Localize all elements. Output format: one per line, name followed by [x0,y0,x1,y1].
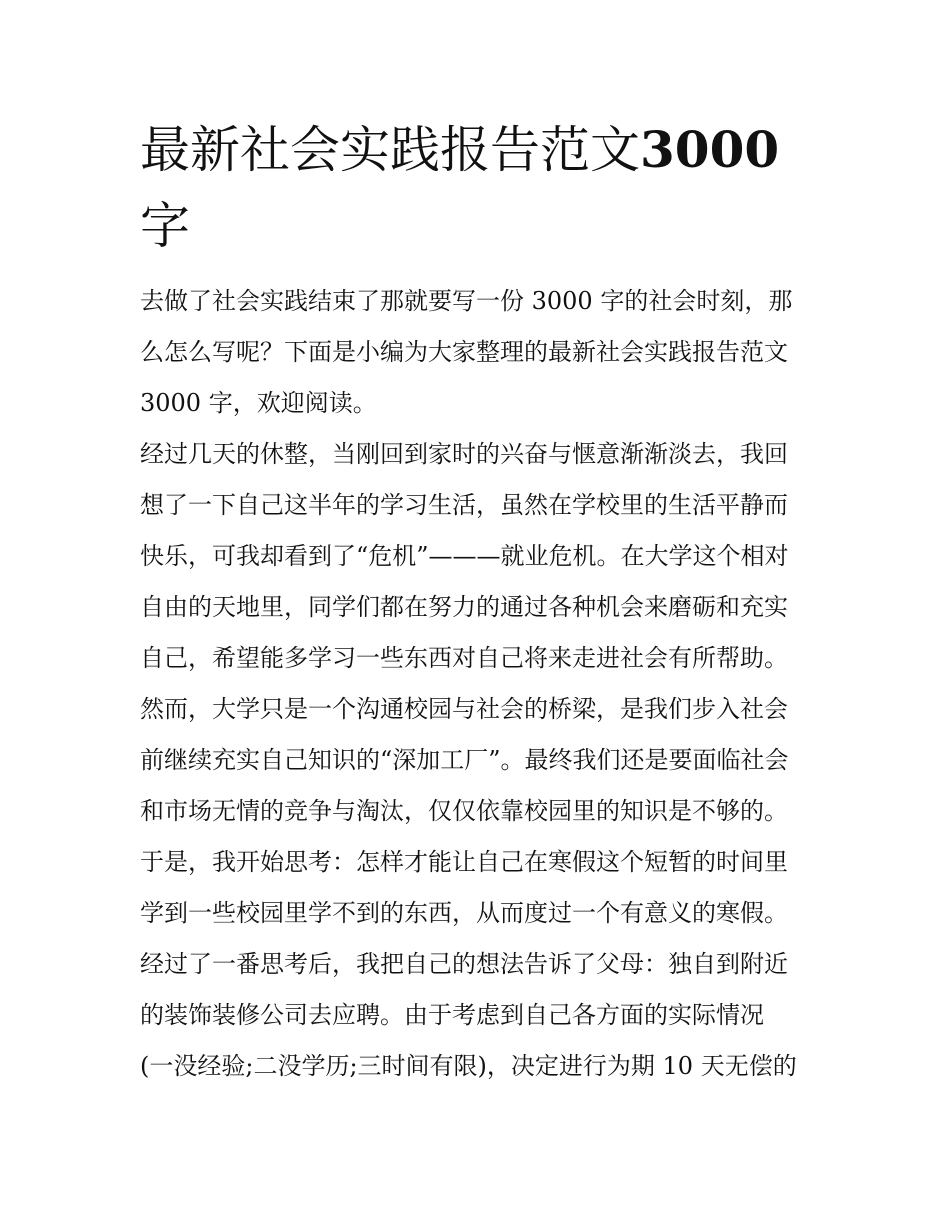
text-line: 么怎么写呢？下面是小编为大家整理的最新社会实践报告范文 [140,338,788,366]
title-text: 最新社会实践报告范文 [140,121,640,179]
text-line: 去做了社会实践结束了那就要写一份 3000 字的社会时刻，那 [140,287,793,315]
text-line: 和市场无情的竞争与淘汰，仅仅依靠校园里的知识是不够的。 [140,797,788,825]
text-line: 3000 字，欢迎阅读。 [140,389,377,417]
text-line: 然而，大学只是一个沟通校园与社会的桥梁，是我们步入社会 [140,695,788,723]
text-line: 经过了一番思考后，我把自己的想法告诉了父母：独自到附近 [140,950,788,978]
document-title [140,112,820,264]
text-line: 自由的天地里，同学们都在努力的通过各种机会来磨砺和充实 [140,593,788,621]
text-line: 快乐，可我却看到了“危机”———就业危机。在大学这个相对 [140,542,789,570]
text-line: 学到一些校园里学不到的东西，从而度过一个有意义的寒假。 [140,899,788,927]
text-line: (一没经验;二没学历;三时间有限)，决定进行为期 10 天无偿的 [140,1052,797,1080]
text-line: 经过几天的休整，当刚回到家时的兴奋与惬意渐渐淡去，我回 [140,440,788,468]
text-line: 的装饰装修公司去应聘。由于考虑到自己各方面的实际情况 [140,1001,764,1029]
title-number: 3000 [640,120,780,179]
text-line: 于是，我开始思考：怎样才能让自己在寒假这个短暂的时间里 [140,848,788,876]
text-line: 前继续充实自己知识的“深加工厂”。最终我们还是要面临社会 [140,746,789,774]
title-suffix: 字 [140,197,190,255]
text-line: 想了一下自己这半年的学习生活，虽然在学校里的生活平静而 [140,491,788,519]
text-line: 自己，希望能多学习一些东西对自己将来走进社会有所帮助。 [140,644,788,672]
document-body [140,276,820,1092]
